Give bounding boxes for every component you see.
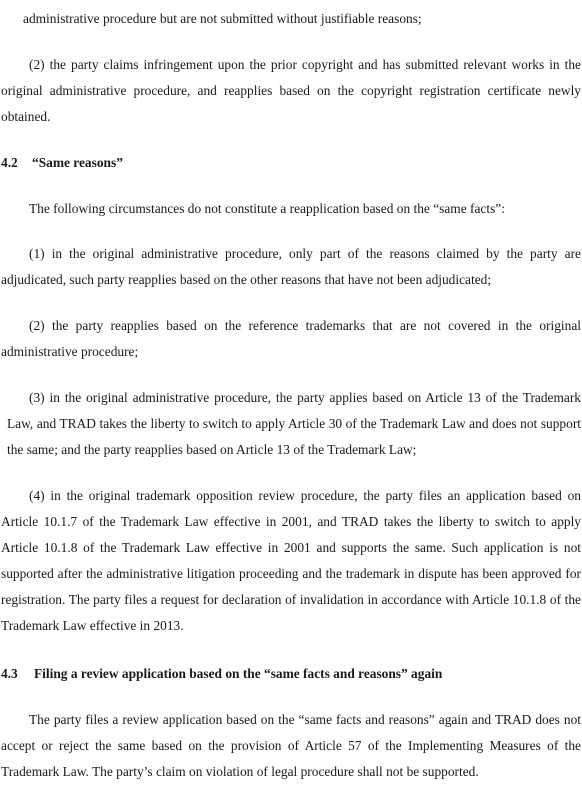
section-title: Filing a review application based on the “same facts and reasons” again	[34, 666, 443, 681]
section-title: “Same reasons”	[32, 155, 123, 170]
list-item-2: (2) the party reapplies based on the reference trademarks that are not covered in the original administrative procedure;	[1, 318, 581, 359]
section-number: 4.2	[1, 155, 18, 170]
paragraph-continued: administrative procedure but are not submitted without justifiable reasons;	[23, 11, 422, 26]
section-number: 4.3	[1, 666, 18, 681]
section-heading-4-2	[1, 150, 123, 176]
list-item-3: (3) in the original administrative procedure, the party applies based on Article 13 of the Trademark Law, and TRAD takes the liberty to switch to apply Article 30 of the Trademark Law and does not support the same; and the party reapplies based on Article 13 of the Trademark Law;	[7, 390, 581, 457]
list-item-4: (4) in the original trademark opposition review procedure, the party files an application based on Article 10.1.7 of the Trademark Law effective in 2001, and TRAD takes the liberty to switch to apply Article 10.1.8 of the Trademark Law effective in 2001 and supports the same. Such application is not supported after the administrative litigation proceeding and the trademark in dispute has been approved for registration. The party files a request for declaration of invalidation in accordance with Article 10.1.8 of the Trademark Law effective in 2013.	[1, 488, 581, 633]
list-item-1: (1) in the original administrative procedure, only part of the reasons claimed by the party are adjudicated, such party reapplies based on the other reasons that have not been adjudicated;	[1, 246, 581, 287]
paragraph-intro: The following circumstances do not constitute a reapplication based on the “same facts”:	[29, 201, 505, 216]
paragraph-final: The party files a review application based on the “same facts and reasons” again and TRAD does not accept or reject the same based on the provision of Article 57 of the Implementing Measures of the Trademark Law. The party’s claim on violation of legal procedure shall not be supported.	[1, 712, 581, 779]
section-heading-4-3	[1, 661, 442, 687]
paragraph-copyright-claim: (2) the party claims infringement upon the prior copyright and has submitted relevant works in the original administrative procedure, and reapplies based on the copyright registration certificate newly obtained.	[1, 57, 581, 124]
